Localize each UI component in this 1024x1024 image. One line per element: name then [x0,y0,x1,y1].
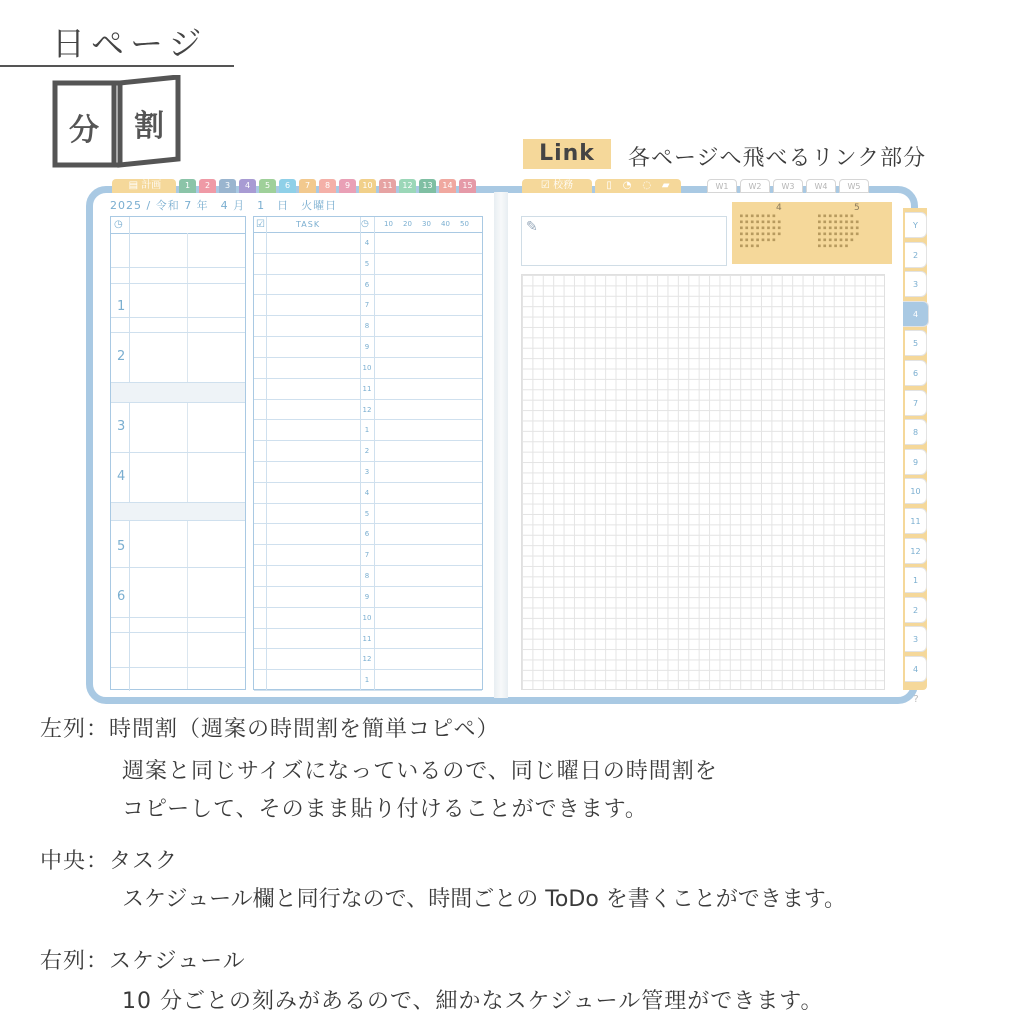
task-hour-label: 6 [364,280,370,289]
clock-icon: ◷ [114,219,123,230]
task-row[interactable] [254,670,482,691]
tab-week-4[interactable]: W4 [806,179,836,193]
task-row[interactable] [254,629,482,650]
notebook-icon[interactable]: ▯ [606,180,612,191]
side-tab-4[interactable]: 4 [905,656,927,682]
period-label-5: 5 [117,539,126,554]
book-right-char: 割 [134,109,164,144]
period-label-6: 6 [117,589,126,604]
tab-month-12[interactable]: 12 [399,179,416,193]
period-label-1: 1 [117,299,126,314]
tab-school-label: 校務 [553,180,574,191]
period-label-3: 3 [117,419,126,434]
task-hour-label: 10 [362,613,372,622]
book-left-char: 分 [69,113,99,148]
task-row[interactable] [254,649,482,670]
task-row[interactable] [254,337,482,358]
minute-label-20: 20 [403,220,412,228]
task-row[interactable] [254,316,482,337]
task-hour-label: 7 [364,301,370,310]
task-hour-label: 7 [364,551,370,560]
task-row[interactable] [254,545,482,566]
calendar-days-5: ■ ■ ■ ■ ■ ■ ■ ■ ■ ■ ■ ■ ■ ■ ■ ■ ■ ■ ■ ■ ■ ■ ■ ■ ■ ■ ■ ■ ■ ■ ■ ■ ■ ■ ■ ■ ■ ■ ■ ■ ■ ■ ■ ■ [818,214,859,249]
tab-month-7[interactable]: 7 [299,179,316,193]
period-label-2: 2 [117,349,126,364]
right-column-text: 10 分ごとの刻みがあるので、細かなスケジュール管理ができます。 [122,989,824,1014]
tab-week-5[interactable]: W5 [839,179,869,193]
period-label-4: 4 [117,469,126,484]
tab-school[interactable] [522,179,592,193]
task-hour-label: 9 [364,343,370,352]
task-row[interactable] [254,233,482,254]
task-hour-label: 12 [362,655,372,664]
center-column-text: スケジュール欄と同行なので、時間ごとの ToDo を書くことができます。 [122,887,847,912]
task-row[interactable] [254,358,482,379]
side-tab-2[interactable]: 2 [905,597,927,623]
tab-month-9[interactable]: 9 [339,179,356,193]
task-check-icon: ☑ [256,219,265,230]
title-underline [0,65,234,67]
task-hour-label: 2 [364,447,370,456]
tab-month-8[interactable]: 8 [319,179,336,193]
task-hour-label: 9 [364,592,370,601]
task-header-label: TASK [296,220,321,229]
left-column-text-2: コピーして、そのまま貼り付けることができます。 [122,797,648,822]
link-description: 各ページへ飛べるリンク部分 [628,146,927,171]
page-title: 日ページ [52,24,208,63]
clock-icon[interactable]: ◔ [622,180,632,191]
tab-week-2[interactable]: W2 [740,179,770,193]
task-hour-label: 8 [364,322,370,331]
grid-notes-area[interactable] [521,274,885,690]
task-hour-label: 4 [364,488,370,497]
tab-month-4[interactable]: 4 [239,179,256,193]
left-column-heading: 左列：時間割（週案の時間割を簡単コピペ） [40,717,500,742]
tab-month-1[interactable]: 1 [179,179,196,193]
side-tab-9[interactable]: 9 [905,449,927,475]
tab-month-5[interactable]: 5 [259,179,276,193]
side-tab-12[interactable]: 12 [905,538,927,564]
tab-week-3[interactable]: W3 [773,179,803,193]
task-row[interactable] [254,587,482,608]
side-tab-8[interactable]: 8 [905,419,927,445]
task-hour-label: 8 [364,572,370,581]
tab-month-11[interactable]: 11 [379,179,396,193]
folder-icon[interactable]: ▰ [661,180,670,191]
pencil-icon: ✎ [526,219,538,235]
link-badge: Link [523,139,611,169]
calendar-month-5: 5 [854,203,860,213]
plan-icon: ▤ [128,180,142,191]
side-tab-3[interactable]: 3 [905,271,927,297]
side-tab-5[interactable]: 5 [905,330,927,356]
tab-month-2[interactable]: 2 [199,179,216,193]
timetable-column [110,216,246,690]
side-tab-1[interactable]: 1 [905,567,927,593]
side-tab-6[interactable]: 6 [905,360,927,386]
quick-link-icons [595,179,681,193]
lunch-row [111,502,245,520]
task-hour-label: 10 [362,363,372,372]
task-row[interactable] [254,462,482,483]
task-row[interactable] [254,420,482,441]
date-line: 2025 / 令和 7 年 4 月 1 日 火曜日 [110,199,338,212]
task-row[interactable] [254,400,482,421]
task-hour-label: 11 [362,384,372,393]
right-column-heading: 右列：スケジュール [40,949,246,974]
checkbox-icon: ☑ [540,180,554,191]
help-corner[interactable]: ? [913,694,919,705]
minute-label-50: 50 [460,220,469,228]
center-column-heading: 中央：タスク [40,849,179,874]
task-hour-label: 4 [364,239,370,247]
right-tab-bar [522,178,869,194]
task-row[interactable] [254,379,482,400]
calendar-month-4: 4 [776,203,782,213]
task-hour-label: 5 [364,259,370,268]
memo-box[interactable] [521,216,727,266]
task-hour-label: 12 [362,405,372,414]
tab-plan[interactable] [112,179,176,193]
task-row[interactable] [254,254,482,275]
task-row[interactable] [254,504,482,525]
left-column-text-1: 週案と同じサイズになっているので、同じ曜日の時間割を [122,759,718,784]
break-row [111,382,245,402]
tab-month-15[interactable]: 15 [459,179,476,193]
tab-month-14[interactable]: 14 [439,179,456,193]
task-hour-label: 1 [364,676,370,685]
task-hour-label: 3 [364,468,370,476]
side-tab-2[interactable]: 2 [905,242,927,268]
side-tab-10[interactable]: 10 [905,478,927,504]
task-row[interactable] [254,524,482,545]
clock-icon: ◷ [361,219,369,229]
side-tab-Y[interactable]: Y [905,212,927,238]
side-tab-4[interactable]: 4 [903,301,929,327]
tab-week-1[interactable]: W1 [707,179,737,193]
month-tab-bar [112,178,476,194]
calendar-days-4: ■ ■ ■ ■ ■ ■ ■ ■ ■ ■ ■ ■ ■ ■ ■ ■ ■ ■ ■ ■ ■ ■ ■ ■ ■ ■ ■ ■ ■ ■ ■ ■ ■ ■ ■ ■ ■ ■ ■ ■ ■ ■ [740,214,781,249]
task-row[interactable] [254,441,482,462]
task-hour-label: 11 [362,634,372,643]
task-hour-label: 6 [364,530,370,539]
minute-label-40: 40 [441,220,450,228]
side-tab-11[interactable]: 11 [905,508,927,534]
task-column [253,216,483,690]
tab-plan-label: 計画 [141,180,162,191]
open-book-icon [52,75,182,171]
chat-icon[interactable]: ◌ [642,180,652,191]
planner-spine [494,192,508,698]
task-hour-label: 1 [364,426,370,435]
side-month-tabs [903,208,927,690]
task-header [254,217,482,233]
tab-month-10[interactable]: 10 [359,179,376,193]
tab-month-6[interactable]: 6 [279,179,296,193]
side-tab-3[interactable]: 3 [905,626,927,652]
task-row[interactable] [254,275,482,296]
minute-label-10: 10 [384,220,393,228]
side-tab-7[interactable]: 7 [905,390,927,416]
mini-calendar [732,202,892,264]
label-divider [129,217,130,691]
task-row[interactable] [254,483,482,504]
task-hour-label: 5 [364,509,370,518]
tab-month-3[interactable]: 3 [219,179,236,193]
task-row[interactable] [254,608,482,629]
task-row[interactable] [254,566,482,587]
tab-month-13[interactable]: 13 [419,179,436,193]
minute-label-30: 30 [422,220,431,228]
task-row[interactable] [254,295,482,316]
